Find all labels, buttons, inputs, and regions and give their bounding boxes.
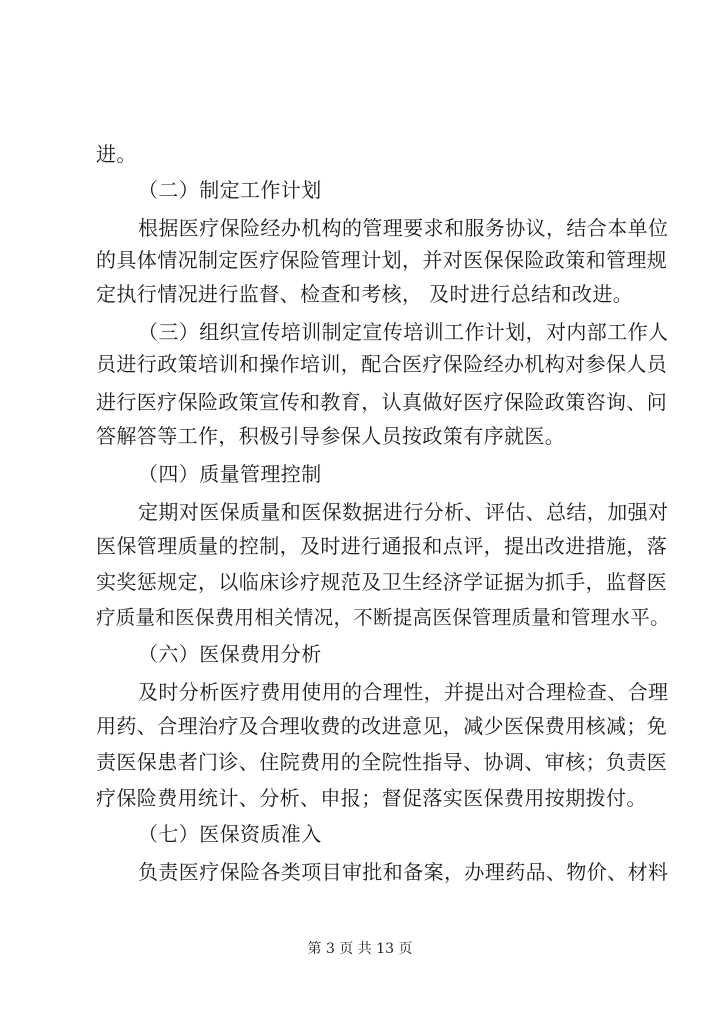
text-line: 及时分析医疗费用使用的合理性，并提出对合理检查、合理 — [138, 680, 669, 704]
text-line: 进。 — [96, 142, 137, 166]
text-line: 负责医疗保险各类项目审批和备案，办理药品、物价、材料 — [138, 860, 669, 884]
text-line: 责医保患者门诊、住院费用的全院性指导、协调、审核；负责医 — [96, 750, 668, 774]
section-heading: （二）制定工作计划 — [138, 178, 322, 202]
text-line: 答解答等工作，积极引导参保人员按政策有序就医。 — [96, 424, 566, 448]
section-heading: （七）医保资质准入 — [138, 822, 322, 846]
text-line: 定期对医保质量和医保数据进行分析、评估、总结，加强对 — [138, 500, 669, 524]
section-heading: （六）医保费用分析 — [138, 642, 322, 666]
text-line: 员进行政策培训和操作培训，配合医疗保险经办机构对参保人员 — [96, 352, 668, 376]
section-heading: （三）组织宣传培训制定宣传培训工作计划，对内部工作人 — [138, 320, 669, 344]
page-footer: 第 3 页 共 13 页 — [307, 941, 413, 957]
text-line: 疗保险费用统计、分析、申报；督促落实医保费用按期拨付。 — [96, 786, 647, 810]
text-line: 用药、合理治疗及合理收费的改进意见，减少医保费用核减；免 — [96, 714, 668, 738]
text-line: 的具体情况制定医疗保险管理计划，并对医保保险政策和管理规 — [96, 248, 668, 272]
text-line: 疗质量和医保费用相关情况，不断提高医保管理质量和管理水平。 — [96, 606, 670, 629]
text-line: 进行医疗保险政策宣传和教育，认真做好医疗保险政策咨询、问 — [96, 390, 668, 414]
text-line: 实奖惩规定，以临床诊疗规范及卫生经济学证据为抓手，监督医 — [96, 570, 668, 594]
text-line: 定执行情况进行监督、检查和考核， 及时进行总结和改进。 — [96, 282, 634, 306]
section-heading: （四）质量管理控制 — [138, 462, 322, 486]
text-line: 医保管理质量的控制，及时进行通报和点评，提出改进措施，落 — [96, 534, 668, 558]
text-line: 根据医疗保险经办机构的管理要求和服务协议，结合本单位 — [138, 216, 669, 240]
